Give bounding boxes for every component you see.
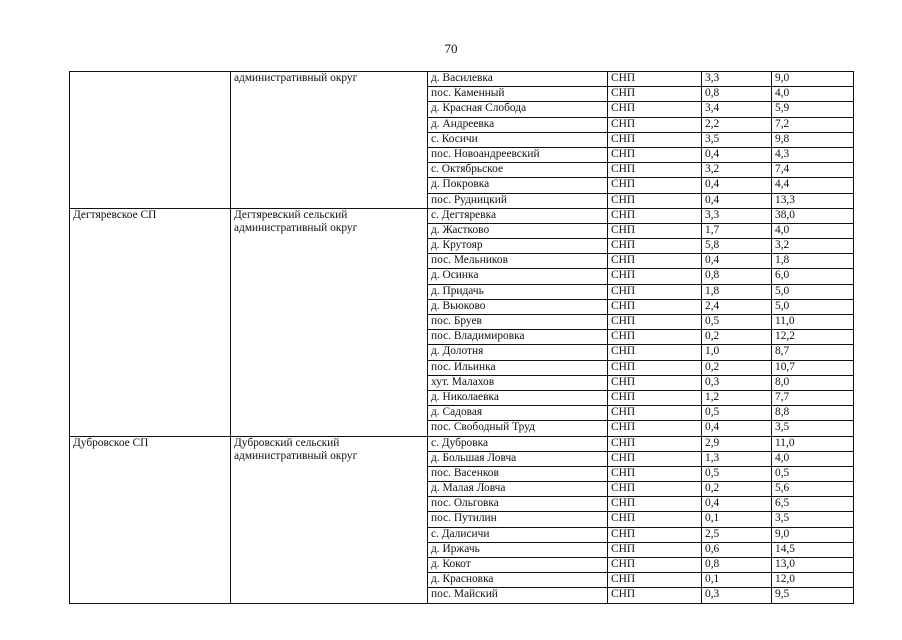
value-a-cell: 0,3 — [702, 588, 772, 603]
settlement-name-cell: пос. Ольговка — [428, 497, 608, 512]
value-a-cell: 0,1 — [702, 573, 772, 588]
settlement-name-cell: д. Крутояр — [428, 239, 608, 254]
value-b-cell: 3,2 — [772, 239, 854, 254]
value-a-cell: 3,4 — [702, 102, 772, 117]
value-a-cell: 0,5 — [702, 406, 772, 421]
value-b-cell: 13,0 — [772, 558, 854, 573]
value-a-cell: 0,8 — [702, 558, 772, 573]
value-b-cell: 14,5 — [772, 542, 854, 557]
settlement-type-cell: СНП — [608, 573, 702, 588]
settlement-name-cell: пос. Путилин — [428, 512, 608, 527]
value-a-cell: 0,8 — [702, 269, 772, 284]
value-b-cell: 1,8 — [772, 254, 854, 269]
settlement-name-cell: д. Красновка — [428, 573, 608, 588]
settlement-name-cell: пос. Рудницкий — [428, 193, 608, 208]
settlement-type-cell: СНП — [608, 390, 702, 405]
value-b-cell: 0,5 — [772, 466, 854, 481]
settlement-name-cell: д. Покровка — [428, 178, 608, 193]
settlement-name-cell: пос. Васенков — [428, 466, 608, 481]
settlement-type-cell: СНП — [608, 193, 702, 208]
okrug-name-cell: административный округ — [231, 72, 428, 209]
settlement-name-cell: д. Садовая — [428, 406, 608, 421]
settlement-type-cell: СНП — [608, 497, 702, 512]
value-a-cell: 1,3 — [702, 451, 772, 466]
value-a-cell: 1,7 — [702, 223, 772, 238]
value-b-cell: 12,0 — [772, 573, 854, 588]
settlement-type-cell: СНП — [608, 330, 702, 345]
settlement-type-cell: СНП — [608, 482, 702, 497]
sp-name-cell: Дубровское СП — [70, 436, 231, 603]
settlement-name-cell: д. Вьюково — [428, 299, 608, 314]
value-a-cell: 0,2 — [702, 330, 772, 345]
settlement-name-cell: хут. Малахов — [428, 375, 608, 390]
value-b-cell: 5,9 — [772, 102, 854, 117]
value-b-cell: 7,7 — [772, 390, 854, 405]
value-a-cell: 3,2 — [702, 163, 772, 178]
okrug-name-cell: Дегтяревский сельский административный округ — [231, 208, 428, 436]
value-a-cell: 0,2 — [702, 360, 772, 375]
settlements-table-wrapper — [69, 71, 854, 604]
settlement-type-cell: СНП — [608, 375, 702, 390]
value-a-cell: 0,5 — [702, 466, 772, 481]
settlement-type-cell: СНП — [608, 254, 702, 269]
settlement-type-cell: СНП — [608, 451, 702, 466]
value-a-cell: 3,3 — [702, 72, 772, 87]
value-b-cell: 3,5 — [772, 512, 854, 527]
settlement-name-cell: д. Большая Ловча — [428, 451, 608, 466]
value-a-cell: 5,8 — [702, 239, 772, 254]
value-b-cell: 13,3 — [772, 193, 854, 208]
value-b-cell: 8,7 — [772, 345, 854, 360]
settlement-type-cell: СНП — [608, 269, 702, 284]
value-b-cell: 3,5 — [772, 421, 854, 436]
settlement-name-cell: пос. Мельников — [428, 254, 608, 269]
value-a-cell: 0,4 — [702, 147, 772, 162]
value-b-cell: 5,6 — [772, 482, 854, 497]
value-a-cell: 2,2 — [702, 117, 772, 132]
value-a-cell: 0,1 — [702, 512, 772, 527]
settlement-type-cell: СНП — [608, 132, 702, 147]
settlement-type-cell: СНП — [608, 542, 702, 557]
value-a-cell: 2,4 — [702, 299, 772, 314]
value-b-cell: 12,2 — [772, 330, 854, 345]
value-a-cell: 1,2 — [702, 390, 772, 405]
value-b-cell: 8,8 — [772, 406, 854, 421]
settlement-type-cell: СНП — [608, 360, 702, 375]
settlement-name-cell: пос. Майский — [428, 588, 608, 603]
settlement-type-cell: СНП — [608, 208, 702, 223]
page-number: 70 — [444, 41, 458, 56]
sp-name-cell: Дегтяревское СП — [70, 208, 231, 436]
value-b-cell: 5,0 — [772, 284, 854, 299]
settlement-name-cell: пос. Владимировка — [428, 330, 608, 345]
value-b-cell: 4,4 — [772, 178, 854, 193]
settlement-type-cell: СНП — [608, 299, 702, 314]
value-a-cell: 3,3 — [702, 208, 772, 223]
value-b-cell: 4,0 — [772, 87, 854, 102]
settlement-name-cell: д. Кокот — [428, 558, 608, 573]
settlement-name-cell: д. Василевка — [428, 72, 608, 87]
value-a-cell: 2,9 — [702, 436, 772, 451]
settlement-name-cell: с. Октябрьское — [428, 163, 608, 178]
table-row — [70, 72, 854, 87]
settlement-name-cell: д. Андреевка — [428, 117, 608, 132]
value-b-cell: 6,5 — [772, 497, 854, 512]
value-b-cell: 4,0 — [772, 451, 854, 466]
value-b-cell: 9,8 — [772, 132, 854, 147]
settlement-type-cell: СНП — [608, 436, 702, 451]
value-b-cell: 9,0 — [772, 527, 854, 542]
settlements-table-body — [70, 72, 854, 604]
value-b-cell: 11,0 — [772, 436, 854, 451]
settlement-name-cell: пос. Ильинка — [428, 360, 608, 375]
value-b-cell: 6,0 — [772, 269, 854, 284]
value-a-cell: 0,4 — [702, 497, 772, 512]
value-b-cell: 4,3 — [772, 147, 854, 162]
settlement-type-cell: СНП — [608, 284, 702, 299]
settlement-type-cell: СНП — [608, 178, 702, 193]
sp-name-cell — [70, 72, 231, 209]
settlement-type-cell: СНП — [608, 223, 702, 238]
settlement-type-cell: СНП — [608, 406, 702, 421]
settlement-type-cell: СНП — [608, 163, 702, 178]
table-row — [70, 436, 854, 451]
settlements-table — [69, 71, 854, 604]
value-a-cell: 0,4 — [702, 254, 772, 269]
settlement-name-cell: д. Жастково — [428, 223, 608, 238]
settlement-type-cell: СНП — [608, 315, 702, 330]
value-b-cell: 38,0 — [772, 208, 854, 223]
value-b-cell: 10,7 — [772, 360, 854, 375]
settlement-type-cell: СНП — [608, 72, 702, 87]
value-b-cell: 7,2 — [772, 117, 854, 132]
value-a-cell: 0,2 — [702, 482, 772, 497]
settlement-name-cell: пос. Каменный — [428, 87, 608, 102]
value-a-cell: 1,0 — [702, 345, 772, 360]
value-a-cell: 0,4 — [702, 193, 772, 208]
settlement-name-cell: с. Дегтяревка — [428, 208, 608, 223]
settlement-name-cell: д. Иржачь — [428, 542, 608, 557]
value-a-cell: 0,5 — [702, 315, 772, 330]
value-a-cell: 0,6 — [702, 542, 772, 557]
settlement-type-cell: СНП — [608, 87, 702, 102]
settlement-name-cell: с. Дубровка — [428, 436, 608, 451]
okrug-name-cell: Дубровский сельский административный округ — [231, 436, 428, 603]
value-a-cell: 3,5 — [702, 132, 772, 147]
settlement-name-cell: пос. Свободный Труд — [428, 421, 608, 436]
settlement-name-cell: д. Придачь — [428, 284, 608, 299]
settlement-name-cell: д. Красная Слобода — [428, 102, 608, 117]
value-b-cell: 9,5 — [772, 588, 854, 603]
settlement-type-cell: СНП — [608, 466, 702, 481]
settlement-name-cell: д. Долотня — [428, 345, 608, 360]
settlement-name-cell: д. Малая Ловча — [428, 482, 608, 497]
settlement-type-cell: СНП — [608, 588, 702, 603]
settlement-type-cell: СНП — [608, 239, 702, 254]
settlement-type-cell: СНП — [608, 102, 702, 117]
settlement-type-cell: СНП — [608, 147, 702, 162]
settlement-name-cell: д. Осинка — [428, 269, 608, 284]
value-a-cell: 0,4 — [702, 178, 772, 193]
value-a-cell: 1,8 — [702, 284, 772, 299]
settlement-type-cell: СНП — [608, 345, 702, 360]
settlement-name-cell: с. Косичи — [428, 132, 608, 147]
settlement-type-cell: СНП — [608, 512, 702, 527]
value-b-cell: 7,4 — [772, 163, 854, 178]
settlement-type-cell: СНП — [608, 527, 702, 542]
settlement-type-cell: СНП — [608, 421, 702, 436]
value-a-cell: 0,8 — [702, 87, 772, 102]
value-a-cell: 0,3 — [702, 375, 772, 390]
value-a-cell: 0,4 — [702, 421, 772, 436]
settlement-name-cell: с. Далисичи — [428, 527, 608, 542]
value-a-cell: 2,5 — [702, 527, 772, 542]
table-row — [70, 208, 854, 223]
settlement-type-cell: СНП — [608, 558, 702, 573]
value-b-cell: 9,0 — [772, 72, 854, 87]
value-b-cell: 4,0 — [772, 223, 854, 238]
settlement-name-cell: пос. Бруев — [428, 315, 608, 330]
settlement-name-cell: д. Николаевка — [428, 390, 608, 405]
value-b-cell: 11,0 — [772, 315, 854, 330]
settlement-type-cell: СНП — [608, 117, 702, 132]
value-b-cell: 8,0 — [772, 375, 854, 390]
settlement-name-cell: пос. Новоандреевский — [428, 147, 608, 162]
value-b-cell: 5,0 — [772, 299, 854, 314]
